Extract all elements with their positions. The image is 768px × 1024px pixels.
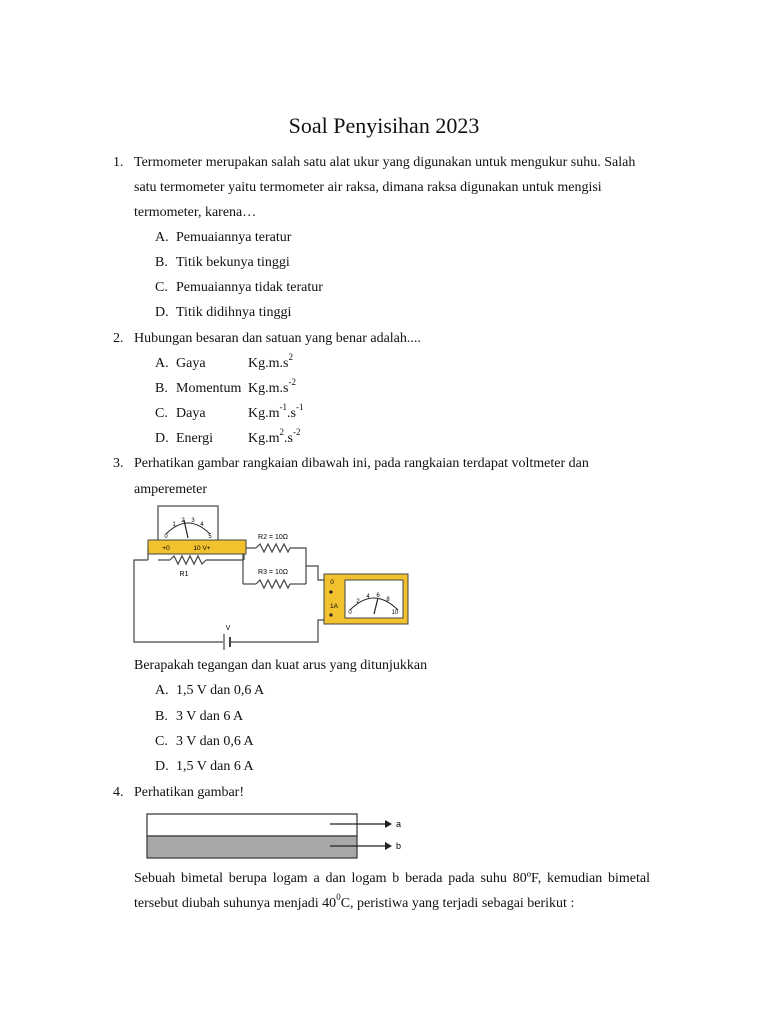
option-text: Pemuaiannya teratur xyxy=(176,230,292,245)
option-quantity: Momentum xyxy=(176,381,242,396)
circuit-wires xyxy=(134,546,330,642)
option-text: Pemuaiannya tidak teratur xyxy=(176,280,323,295)
question-text-line-1: Sebuah bimetal berupa logam a dan logam b berada pada suhu 80ºF, kemudian bimetal xyxy=(134,871,650,886)
ammeter-tick: 6 xyxy=(376,593,380,599)
ammeter-tick: 10 xyxy=(391,610,399,616)
question-number: 4. xyxy=(113,785,124,800)
question-text: Hubungan besaran dan satuan yang benar adalah.... xyxy=(134,331,421,346)
option-letter: B. xyxy=(155,381,168,396)
wire xyxy=(290,548,306,584)
voltmeter xyxy=(148,506,246,554)
option-letter: B. xyxy=(155,709,168,724)
voltmeter-tick: 2 xyxy=(181,518,185,524)
option-text: 1,5 V dan 0,6 A xyxy=(176,683,265,698)
question-text-line: amperemeter xyxy=(134,482,208,497)
option-letter: C. xyxy=(155,734,168,749)
option-quantity: Gaya xyxy=(176,356,206,371)
ammeter-tick: 4 xyxy=(366,594,370,600)
arrow-a-head xyxy=(385,820,392,828)
question-text-line xyxy=(134,871,650,887)
arrow-b-head xyxy=(385,842,392,850)
option-letter: D. xyxy=(155,305,169,320)
metal-strip-b xyxy=(147,836,357,858)
circuit-diagram xyxy=(128,502,413,652)
option-letter: D. xyxy=(155,431,169,446)
wire xyxy=(134,560,223,642)
voltmeter-tick: 1 xyxy=(172,522,176,528)
label-b: b xyxy=(396,841,402,851)
option-quantity: Energi xyxy=(176,431,214,446)
resistor-r3 xyxy=(256,580,290,588)
option-letter: A. xyxy=(155,230,169,245)
page-title: Soal Penyisihan 2023 xyxy=(288,113,480,138)
question-text-line-2: tersebut diubah suhunya menjadi $40^0C$, peristiwa yang terjadi sebagai berikut : xyxy=(134,892,575,911)
voltmeter-tick: 0 xyxy=(164,534,168,540)
voltmeter-tick: 3 xyxy=(191,518,195,524)
ammeter-tick: 8 xyxy=(386,597,390,603)
option-letter: A. xyxy=(155,683,169,698)
ammeter-tick: 2 xyxy=(356,599,360,605)
option-text: 3 V dan 6 A xyxy=(176,709,244,724)
option-unit: $Kg.m^{-1}.s^{-1}$ xyxy=(248,402,304,421)
question-text-line: Perhatikan gambar rangkaian dibawah ini, pada rangkaian terdapat voltmeter dan xyxy=(134,456,589,471)
voltmeter-terminal: +0 xyxy=(162,545,170,552)
option-text: Titik didihnya tinggi xyxy=(176,305,292,320)
ammeter xyxy=(324,574,408,624)
question-text-line: Termometer merupakan salah satu alat ukur yang digunakan untuk mengukur suhu. Salah xyxy=(134,155,636,170)
battery-icon xyxy=(224,634,230,650)
ammeter-terminal: 0 xyxy=(330,579,334,586)
resistor-r1 xyxy=(170,556,206,564)
voltmeter-tick: 4 xyxy=(200,522,204,528)
option-unit: $Kg.m.s^{-2}$ xyxy=(248,377,296,396)
question-text: Berapakah tegangan dan kuat arus yang ditunjukkan xyxy=(134,658,428,673)
voltmeter-terminal: 10 V+ xyxy=(193,545,211,552)
label-a: a xyxy=(396,819,402,829)
question-text-line: termometer, karena… xyxy=(134,205,257,220)
option-unit: $Kg.m.s^2$ xyxy=(248,352,293,371)
r2-label: R2 = 10Ω xyxy=(258,534,288,541)
question-number: 2. xyxy=(113,331,124,346)
option-text: 3 V dan 0,6 A xyxy=(176,734,254,749)
option-unit: $Kg.m^2.s^{-2}$ xyxy=(248,427,301,446)
r1-label: R1 xyxy=(179,571,189,578)
question-number: 1. xyxy=(113,155,124,170)
option-text: Titik bekunya tinggi xyxy=(176,255,290,270)
option-letter: D. xyxy=(155,759,169,774)
wire xyxy=(231,620,330,642)
ammeter-tick: 0 xyxy=(348,610,352,616)
battery-label: V xyxy=(225,625,231,632)
ammeter-terminal: 1A xyxy=(330,603,338,610)
r3-label: R3 = 10Ω xyxy=(258,569,288,576)
question-text-line: satu termometer yaitu termometer air raksa, dimana raksa digunakan untuk mengisi xyxy=(134,180,602,195)
option-letter: B. xyxy=(155,255,168,270)
bimetal-diagram xyxy=(140,808,410,862)
resistor-r2 xyxy=(256,544,290,552)
option-letter: C. xyxy=(155,280,168,295)
option-text: 1,5 V dan 6 A xyxy=(176,759,254,774)
voltmeter-tick: 5 xyxy=(208,534,212,540)
option-quantity: Daya xyxy=(176,406,206,421)
option-letter: C. xyxy=(155,406,168,421)
question-text: Perhatikan gambar! xyxy=(134,785,245,800)
question-number: 3. xyxy=(113,456,124,471)
metal-strip-a xyxy=(147,814,357,836)
option-letter: A. xyxy=(155,356,169,371)
